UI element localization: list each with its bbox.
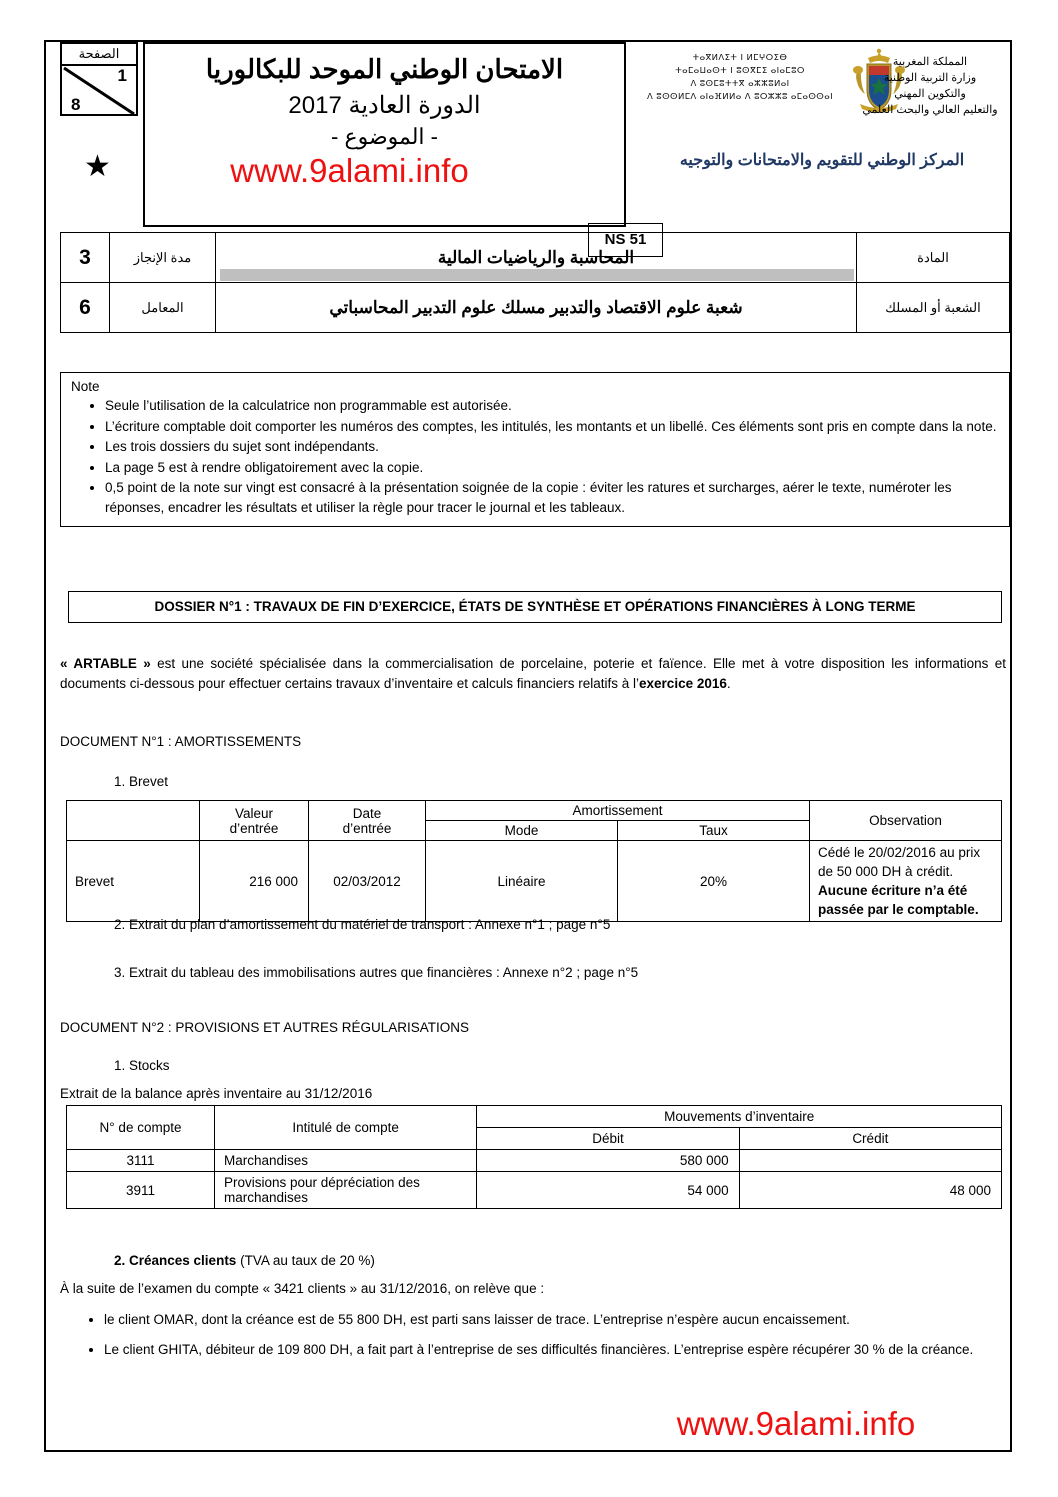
- brevet-row-name: Brevet: [67, 841, 200, 922]
- table-row: [61, 233, 1010, 283]
- ministry-arabic-line-4: والتعليم العالي والبحث العلمي: [862, 104, 998, 116]
- balance-table: [66, 1105, 1002, 1209]
- item-2-label: 2. Extrait du plan d’amortissement du matériel de transport : Annexe n°1 ; page n°5: [114, 917, 611, 932]
- date-entree-line1: Date: [352, 805, 382, 821]
- balance-row0-num: 3111: [67, 1150, 215, 1172]
- balance-row0-intitule: Marchandises: [215, 1150, 477, 1172]
- valeur-entree-line1: Valeur: [234, 805, 274, 821]
- document1-title: DOCUMENT N°1 : AMORTISSEMENTS: [60, 734, 302, 749]
- note-box: [60, 372, 1010, 527]
- balance-col-num-compte: N° de compte: [67, 1106, 215, 1150]
- document2-title: DOCUMENT N°2 : PROVISIONS ET AUTRES RÉGULARISATIONS: [60, 1020, 469, 1035]
- page-fraction: [62, 66, 136, 116]
- table-row: [67, 1150, 1002, 1172]
- tifinagh-line-3: ⴷ ⵓⵙⵎⵓⵜⵜⴳ ⴰⵣⵣⵓⵍⴰⵏ: [690, 79, 790, 89]
- balance-row1-debit: 54 000: [477, 1172, 739, 1209]
- balance-row0-debit: 580 000: [477, 1150, 739, 1172]
- exam-title-line3: - الموضوع -: [331, 124, 438, 149]
- brevet-col-valeur-entree: [200, 801, 309, 841]
- page-label-arabic: الصفحة: [62, 44, 136, 66]
- watermark-top: www.9alami.info: [230, 152, 469, 189]
- list-item: • L’écriture comptable doit comporter les numéros des comptes, les intitulés, les montants et un libellé. Ces éléments sont pris en compte dans la note.: [105, 417, 999, 437]
- intro-text-1: est une société spécialisée dans la commercialisation de porcelaine, poterie et faïence. Elle met à votre disposition les informations et documents ci-dessous pour effectuer certains travaux d’inventaire et calculs financiers relatifs à l’: [60, 656, 1006, 691]
- tifinagh-line-1: ⵜⴰⴳⵍⴷⵉⵜ ⵏ ⵍⵎⵖⵔⵉⴱ: [692, 53, 788, 63]
- list-item: • le client OMAR, dont la créance est de 55 800 DH, est parti sans laisser de trace. L’entreprise n’espère aucun encaissement.: [104, 1310, 1050, 1330]
- item-3-label: 3. Extrait du tableau des immobilisations autres que financières : Annexe n°2 ; page n°5: [114, 965, 639, 980]
- evaluation-center-name: المركز الوطني للتقويم والامتحانات والتوجيه: [679, 152, 965, 169]
- exercise-year: exercice 2016: [639, 676, 727, 691]
- item-stocks-label: 1. Stocks: [114, 1058, 170, 1073]
- exam-title-line2: الدورة العادية 2017: [288, 92, 481, 119]
- star-icon: ★: [84, 150, 111, 183]
- table-header-row: [67, 801, 1002, 821]
- subject-info-table: [60, 232, 1010, 333]
- creances-lead-text: À la suite de l’examen du compte « 3421 clients » au 31/12/2016, on relève que :: [60, 1281, 545, 1296]
- total-pages-number: 8: [71, 95, 81, 114]
- subject-label: المادة: [857, 233, 1010, 283]
- creances-tva-note: (TVA au taux de 20 %): [236, 1253, 375, 1268]
- valeur-entree-line2: d’entrée: [229, 820, 279, 836]
- brevet-row-date: 02/03/2012: [309, 841, 426, 922]
- item-creances-label: [114, 1251, 375, 1271]
- brevet-col-mode: Mode: [426, 821, 618, 841]
- ministry-tifinagh: [640, 52, 840, 104]
- list-item: • 0,5 point de la note sur vingt est consacré à la présentation soignée de la copie : éviter les ratures et surcharges, aérer le texte, numéroter les réponses, encadrer les résultats et utiliser la règle pour tracer le journal et les tableaux.: [105, 478, 999, 517]
- ministry-header: [636, 46, 1008, 221]
- tifinagh-line-2: ⵜⴰⵎⴰⵡⴰⵙⵜ ⵏ ⵓⵙⴳⵎⵉ ⴰⵏⴰⵎⵓⵔ: [675, 66, 805, 76]
- brevet-row-valeur: 216 000: [200, 841, 309, 922]
- brevet-col-blank: [67, 801, 200, 841]
- note-title: Note: [71, 379, 100, 394]
- brevet-col-amortissement: Amortissement: [426, 801, 810, 821]
- table-row: [67, 841, 1002, 922]
- table-header-row: [67, 1106, 1002, 1128]
- creances-title: 2. Créances clients: [114, 1253, 237, 1268]
- brevet-col-taux: Taux: [618, 821, 810, 841]
- intro-paragraph: [60, 654, 1006, 694]
- note-list: [71, 396, 999, 517]
- table-row: [67, 1172, 1002, 1209]
- document-header: [46, 42, 1010, 248]
- date-entree-line2: d’entrée: [342, 820, 392, 836]
- page-number-box: [60, 42, 138, 116]
- list-item: • La page 5 est à rendre obligatoirement avec la copie.: [105, 458, 999, 478]
- balance-col-intitule: Intitulé de compte: [215, 1106, 477, 1150]
- balance-row1-num: 3911: [67, 1172, 215, 1209]
- list-item: • Le client GHITA, débiteur de 109 800 DH, a fait part à l’entreprise de ses difficultés financières. L’entreprise espère récupérer 30 % de la créance.: [104, 1340, 1050, 1360]
- watermark-bottom: www.9alami.info: [676, 1405, 916, 1442]
- exam-title-line1: الامتحان الوطني الموحد للبكالوريا: [205, 54, 564, 84]
- page-frame: [44, 40, 1012, 1452]
- balance-col-mouvements: Mouvements d’inventaire: [477, 1106, 1002, 1128]
- balance-col-credit: Crédit: [739, 1128, 1001, 1150]
- balance-row1-credit: 48 000: [739, 1172, 1001, 1209]
- duration-value: 3: [61, 233, 110, 283]
- brevet-row-observation: [810, 841, 1002, 922]
- grey-separator-bar: [220, 269, 854, 281]
- ministry-arabic-line-2: وزارة التربية الوطنية: [883, 72, 977, 84]
- brevet-col-observation: Observation: [810, 801, 1002, 841]
- ministry-arabic-line-1: المملكة المغربية: [892, 56, 968, 68]
- brevet-row-taux: 20%: [618, 841, 810, 922]
- stream-value: شعبة علوم الاقتصاد والتدبير مسلك علوم التدبير المحاسباتي: [216, 283, 857, 333]
- balance-col-debit: Débit: [477, 1128, 739, 1150]
- brevet-row-mode: Linéaire: [426, 841, 618, 922]
- current-page-number: 1: [117, 66, 127, 85]
- exam-code-box: NS 51: [588, 223, 663, 257]
- brevet-col-date-entree: [309, 801, 426, 841]
- balance-caption: Extrait de la balance après inventaire au 31/12/2016: [60, 1086, 373, 1101]
- coefficient-label: المعامل: [110, 283, 216, 333]
- stream-label: الشعبة أو المسلك: [857, 283, 1010, 333]
- tifinagh-line-4: ⴷ ⵓⵙⵙⵍⵎⴷ ⴰⵏⴰⴼⵍⵍⴰ ⴷ ⵓⵔⵣⵣⵓ ⴰⵎⴰⵙⵙⴰⵏ: [646, 92, 834, 102]
- observation-line1: Cédé le 20/02/2016 au prix de 50 000 DH à crédit.: [818, 845, 981, 879]
- table-row: [61, 283, 1010, 333]
- dossier-banner: DOSSIER N°1 : TRAVAUX DE FIN D’EXERCICE, ÉTATS DE SYNTHÈSE ET OPÉRATIONS FINANCIÈRES À LONG TERME: [68, 591, 1002, 623]
- brevet-table: [66, 800, 1002, 922]
- subject-value: المحاسبة والرياضيات المالية: [437, 247, 635, 267]
- company-name: « ARTABLE »: [60, 656, 151, 671]
- intro-text-2: .: [726, 676, 731, 691]
- creances-bullet-list: [60, 1310, 1050, 1370]
- list-item: • Les trois dossiers du sujet sont indépendants.: [105, 437, 999, 457]
- coefficient-value: 6: [61, 283, 110, 333]
- observation-line2: Aucune écriture n’a été passée par le comptable.: [818, 883, 979, 917]
- subject-value-cell: [216, 233, 857, 283]
- ministry-arabic-line-3: والتكوين المهني: [894, 88, 966, 100]
- balance-row1-intitule: Provisions pour dépréciation des marchandises: [215, 1172, 477, 1209]
- list-item: • Seule l’utilisation de la calculatrice non programmable est autorisée.: [105, 396, 999, 416]
- duration-label: مدة الإنجاز: [110, 233, 216, 283]
- balance-row0-credit: [739, 1150, 1001, 1172]
- item-brevet-label: 1. Brevet: [114, 774, 169, 789]
- ministry-arabic: [854, 54, 1006, 118]
- exam-title-box: [143, 42, 626, 227]
